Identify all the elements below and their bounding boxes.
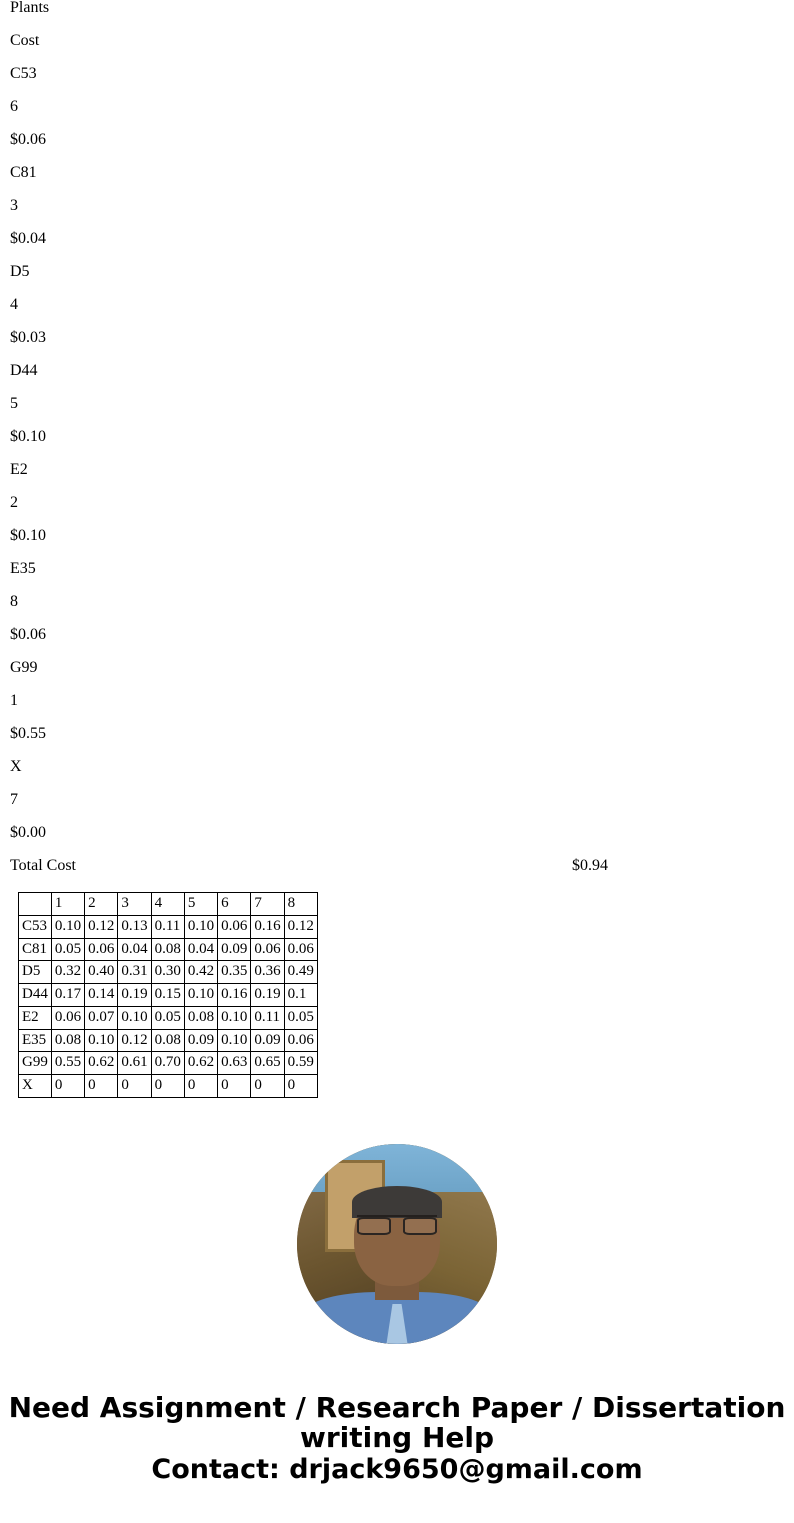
table-cell: 0.06	[284, 1029, 317, 1052]
list-item: 3	[10, 197, 18, 214]
table-cell: 0.08	[51, 1029, 84, 1052]
table-cell: 0.06	[51, 1006, 84, 1029]
table-cell: 0.49	[284, 961, 317, 984]
table-cell: 0.16	[251, 915, 284, 938]
table-cell: 0.06	[85, 938, 118, 961]
table-cell: 0.04	[118, 938, 151, 961]
table-cell: 0.65	[251, 1052, 284, 1075]
table-cell: 0.09	[251, 1029, 284, 1052]
table-body	[19, 915, 318, 1097]
row-header: E35	[19, 1029, 52, 1052]
list-item: $0.55	[10, 725, 46, 742]
row-header: C81	[19, 938, 52, 961]
column-header: 1	[51, 893, 84, 916]
table-cell: 0.62	[85, 1052, 118, 1075]
list-item: Cost	[10, 32, 40, 49]
list-item: D5	[10, 263, 30, 280]
list-item: C53	[10, 65, 37, 82]
table-cell: 0.32	[51, 961, 84, 984]
table-cell: 0.08	[184, 1006, 217, 1029]
table-header	[19, 893, 318, 916]
table-cell: 0.04	[184, 938, 217, 961]
column-header: 4	[151, 893, 184, 916]
table-cell: 0.09	[184, 1029, 217, 1052]
list-item: G99	[10, 659, 38, 676]
table-cell: 0	[284, 1075, 317, 1098]
table-cell: 0	[184, 1075, 217, 1098]
table-cell: 0.14	[85, 984, 118, 1007]
table-cell: 0.08	[151, 938, 184, 961]
list-item: $0.10	[10, 527, 46, 544]
table-cell: 0.10	[85, 1029, 118, 1052]
table-cell: 0.05	[51, 938, 84, 961]
table-cell: 0.16	[218, 984, 251, 1007]
table-cell: 0.08	[151, 1029, 184, 1052]
column-header: 6	[218, 893, 251, 916]
row-header: E2	[19, 1006, 52, 1029]
table-cell: 0.40	[85, 961, 118, 984]
table-cell: 0.35	[218, 961, 251, 984]
promo-contact: Contact: drjack9650@gmail.com	[151, 1454, 643, 1486]
table-cell: 0.10	[51, 915, 84, 938]
list-item: X	[10, 758, 22, 775]
row-header: X	[19, 1075, 52, 1098]
table-row	[19, 938, 318, 961]
table-cell: 0.06	[218, 915, 251, 938]
list-item: $0.06	[10, 131, 46, 148]
table-cell: 0.05	[151, 1006, 184, 1029]
table-cell: 0.06	[251, 938, 284, 961]
table-cell: 0.17	[51, 984, 84, 1007]
table-row	[19, 961, 318, 984]
table-cell: 0.11	[251, 1006, 284, 1029]
table-cell: 0.10	[184, 984, 217, 1007]
column-header: 5	[184, 893, 217, 916]
table-row	[19, 984, 318, 1007]
list-item: $0.00	[10, 824, 46, 841]
plant-cost-list	[8, 0, 786, 841]
table-row	[19, 1006, 318, 1029]
total-cost-label: Total Cost	[10, 857, 76, 874]
table-row	[19, 1052, 318, 1075]
table-cell: 0.10	[184, 915, 217, 938]
column-header: 7	[251, 893, 284, 916]
list-item: 7	[10, 791, 18, 808]
matrix-corner-cell	[19, 893, 52, 916]
hair	[352, 1186, 442, 1218]
list-item: C81	[10, 164, 37, 181]
table-cell: 0.62	[184, 1052, 217, 1075]
table-cell: 0	[51, 1075, 84, 1098]
table-cell: 0.10	[218, 1029, 251, 1052]
table-cell: 0	[85, 1075, 118, 1098]
list-item: 6	[10, 98, 18, 115]
list-item: 8	[10, 593, 18, 610]
table-cell: 0.31	[118, 961, 151, 984]
avatar	[297, 1144, 497, 1344]
column-header: 8	[284, 893, 317, 916]
table-row	[19, 1075, 318, 1098]
list-item: D44	[10, 362, 38, 379]
list-item: E35	[10, 560, 36, 577]
table-cell: 0.09	[218, 938, 251, 961]
table-cell: 0.12	[118, 1029, 151, 1052]
table-cell: 0.06	[284, 938, 317, 961]
list-item: $0.10	[10, 428, 46, 445]
promo-headline-line2: writing Help	[299, 1420, 495, 1454]
table-cell: 0.12	[85, 915, 118, 938]
table-cell: 0	[151, 1075, 184, 1098]
list-item: 2	[10, 494, 18, 511]
row-header: G99	[19, 1052, 52, 1075]
table-cell: 0.10	[118, 1006, 151, 1029]
list-item: E2	[10, 461, 28, 478]
table-cell: 0.55	[51, 1052, 84, 1075]
table-cell: 0.42	[184, 961, 217, 984]
list-item: 1	[10, 692, 18, 709]
table-cell: 0.19	[118, 984, 151, 1007]
column-header: 2	[85, 893, 118, 916]
table-cell: 0.30	[151, 961, 184, 984]
table-cell: 0.15	[151, 984, 184, 1007]
table-cell: 0.1	[284, 984, 317, 1007]
table-cell: 0.10	[218, 1006, 251, 1029]
glasses-icon	[357, 1215, 437, 1235]
table-cell: 0.11	[151, 915, 184, 938]
table-cell: 0.19	[251, 984, 284, 1007]
total-cost-value: $0.94	[572, 857, 608, 874]
table-row	[19, 915, 318, 938]
table-cell: 0	[251, 1075, 284, 1098]
table-cell: 0.36	[251, 961, 284, 984]
promo-banner	[8, 1390, 786, 1486]
table-cell: 0	[218, 1075, 251, 1098]
table-cell: 0.12	[284, 915, 317, 938]
portrait-photo-container	[8, 1144, 786, 1349]
table-cell: 0.70	[151, 1052, 184, 1075]
list-item: 5	[10, 395, 18, 412]
table-cell: 0.61	[118, 1052, 151, 1075]
promo-headline-line1: Need Assignment / Research Paper / Dissertation	[8, 1390, 786, 1424]
list-item: 4	[10, 296, 18, 313]
row-header: D44	[19, 984, 52, 1007]
table-header-row	[19, 893, 318, 916]
row-header: D5	[19, 961, 52, 984]
table-cell: 0	[118, 1075, 151, 1098]
table-cell: 0.63	[218, 1052, 251, 1075]
table-cell: 0.59	[284, 1052, 317, 1075]
table-row	[19, 1029, 318, 1052]
column-header: 3	[118, 893, 151, 916]
list-item: Plants	[10, 0, 50, 16]
row-header: C53	[19, 915, 52, 938]
list-item: $0.03	[10, 329, 46, 346]
list-item: $0.06	[10, 626, 46, 643]
cost-matrix-table	[18, 892, 318, 1098]
list-item: $0.04	[10, 230, 46, 247]
table-cell: 0.13	[118, 915, 151, 938]
total-cost-row	[10, 858, 786, 874]
table-cell: 0.05	[284, 1006, 317, 1029]
table-cell: 0.07	[85, 1006, 118, 1029]
